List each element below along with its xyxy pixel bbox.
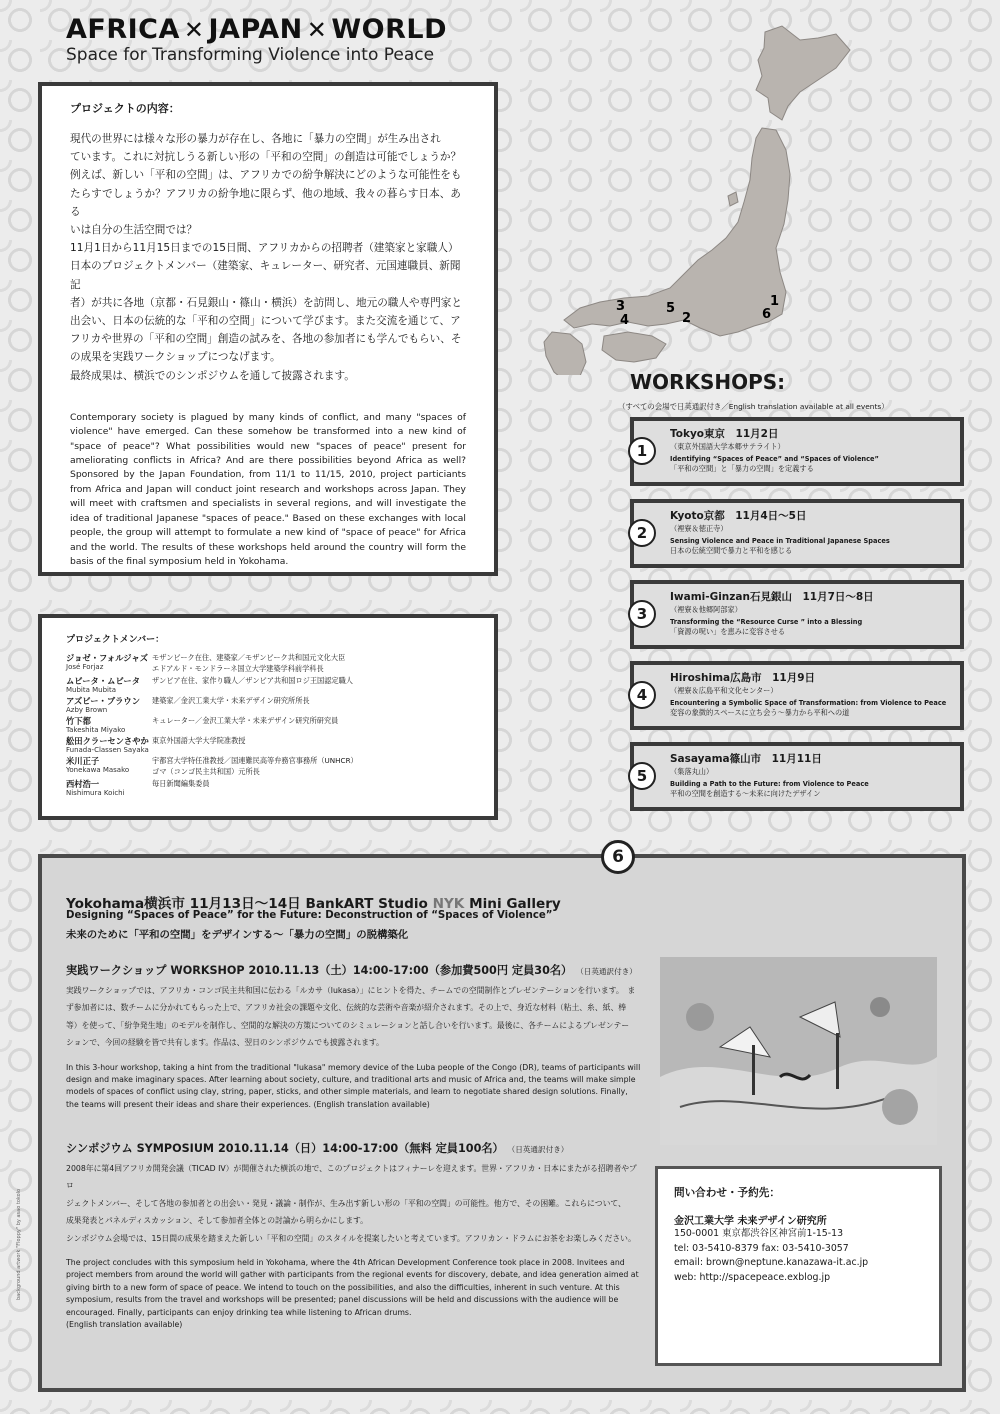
- member-role: 東京外国語大学大学院准教授: [152, 736, 246, 745]
- contact-website[interactable]: web: http://spacepeace.exblog.jp: [674, 1271, 831, 1283]
- ja-line: いは自分の生活空間では？: [70, 224, 198, 237]
- map-honshu: [564, 128, 790, 336]
- ja-line: 出会い、日本の伝統的な「平和の空間」について学びます。また交流を通じて、ア: [70, 315, 461, 328]
- member-role: キュレーター／金沢工業大学・未来デザイン研究所研究員: [152, 716, 339, 725]
- page-title: [66, 14, 447, 45]
- workshop-section-title: 実践ワークショップ WORKSHOP 2010.11.13（土）14:00-17:00（参加費500円 定員30名）: [66, 964, 573, 977]
- member-roman-name: Takeshita Miyako: [66, 726, 126, 734]
- ja-line: たらすでしょうか？アフリカの紛争地に限らず、他の地域、我々の暮らす日本、ある: [70, 187, 461, 218]
- yokohama-theme-ja: 未来のために「平和の空間」をデザインする～「暴力の空間」の脱構築化: [66, 929, 409, 941]
- contact-address: 150-0001 東京都渋谷区神宮前1-15-13: [674, 1228, 844, 1239]
- page-header: [66, 14, 447, 65]
- workshop-card-kyoto: [630, 499, 964, 568]
- ja-line: 等）を使って、「紛争発生地」のモデルを制作し、空間的な解決の方策についてのシミュレーションと話し合いを行います。最後に、各チームによるプレゼンテー: [66, 1020, 630, 1030]
- project-description-ja: [70, 130, 466, 385]
- yokohama-heading-nyk: NYK: [432, 896, 465, 912]
- workshop-section-note: （日英通訳付き）: [576, 967, 637, 976]
- map-label-3: 3: [616, 299, 626, 314]
- member-name: 竹下都: [66, 716, 91, 726]
- member-roman-name: José Forjaz: [66, 663, 104, 671]
- map-sado-island: [728, 192, 738, 206]
- photo-illustration: [660, 957, 937, 1145]
- workshop-card-hiroshima: [630, 661, 964, 730]
- member-row: [66, 756, 470, 777]
- workshop-theme-ja: 平和の空間を創造する～未来に向けたデザイン: [670, 789, 821, 798]
- members-heading: プロジェクトメンバー：: [66, 635, 165, 645]
- map-label-5: 5: [666, 301, 676, 316]
- workshop-theme-en: Transforming the “Resource Curse ” into a Blessing: [670, 618, 863, 626]
- workshop-theme-ja: 日本の伝統空間で暴力と平和を感じる: [670, 546, 793, 555]
- member-name: 米川正子: [66, 756, 100, 766]
- member-name: 西村浩一: [66, 779, 100, 789]
- workshop-venue: （裡寮＆広島平和文化センター）: [670, 686, 778, 695]
- workshop-venue: （裡寮＆徳正寺）: [670, 524, 728, 533]
- ja-line: 実践ワークショップでは、アフリカ・コンゴ民主共和国に伝わる「ルカサ（lukasa）」にヒントを得た、チームでの空間制作とプレゼンテーションを行います。 ま: [66, 986, 636, 995]
- member-row: [66, 736, 470, 754]
- workshop-number-badge: 3: [628, 600, 656, 628]
- ja-line: ジェクトメンバー、そして各地の参加者との出会い・発見・議論・制作が、生み出す新しい形の「平和の空間」の可能性。他方で、その困難。これらについて、: [66, 1198, 626, 1208]
- member-row: [66, 696, 470, 714]
- project-description-en: Contemporary society is plagued by many kinds of conflict, and many "spaces of violence" have emerged. Can these somehow be transformed into a new kind of "space of peace"? What possibilities would new "spaces of peace" present for ameliorating conflicts in Africa? And are there possibilities beyond Africa as well? Sponsored by the Japan Foundation, from 11/1 to 11/15, 2010, project particiants from Africa and Japan will conduct joint research and workshops across Japan. They will meet with craftsmen and specialists in several regions, and will investigate the idea of traditional Japanese "spaces of peace." Based on these exchanges with local people, the group will attempt to formulate a new kind of "space of peace" for Africa and the world. The results of these workshops held around the country will form the basis of the final symposium held in Yokohama.: [70, 411, 466, 567]
- workshop-number-badge: 2: [628, 519, 656, 547]
- yokohama-theme-en: Designing “Spaces of Peace” for the Future: Deconstruction of “Spaces of Violence”: [66, 910, 553, 921]
- yokohama-heading-tail: Mini Gallery: [464, 896, 561, 912]
- member-name: ムビータ・ムビータ: [66, 676, 141, 686]
- member-row: [66, 676, 470, 694]
- workshop-theme-en: Building a Path to the Future: from Violence to Peace: [670, 780, 869, 788]
- ja-line: 者）が共に各地（京都・石見銀山・篠山・横浜）を訪問し、地元の職人や専門家と: [70, 296, 462, 309]
- workshop-model-photo: [660, 957, 937, 1145]
- workshops-title: WORKSHOPS:: [630, 370, 786, 394]
- member-row: [66, 716, 470, 734]
- member-role: ザンビア在住、家作り職人／ザンビア共和国ロジ王国認定職人: [152, 676, 353, 685]
- title-africa: AFRICA: [66, 14, 180, 45]
- symposium-section-note: （日英通訳付き）: [507, 1145, 569, 1154]
- workshop-number-badge: 1: [628, 437, 656, 465]
- workshop-description-en: In this 3-hour workshop, taking a hint from the traditional "lukasa" memory device of the Luba people of the Congo (DR), teams of participants will design and make imaginary spaces. After learning about society, culture, and traditional arts and music of Africa and, the teams will make simple models of spaces of conflict using clay, string, paper, sticks, and other simple materials, and learn to negotiate shared design solutions. Finally, the teams will present their ideas and share their experiences. (English translation available): [66, 1062, 641, 1109]
- ja-line: 現代の世界には様々な形の暴力が存在し、各地に「暴力の空間」が生み出され: [70, 133, 441, 145]
- workshop-theme-en: Sensing Violence and Peace in Traditional Japanese Spaces: [670, 537, 890, 545]
- member-row: [66, 779, 470, 797]
- map-label-4: 4: [620, 313, 630, 328]
- member-role: エドアルド・モンドラーネ国立大学建築学科前学科長: [152, 663, 324, 673]
- symposium-section-heading: [66, 1140, 568, 1156]
- member-roman-name: Mubita Mubita: [66, 686, 117, 694]
- map-shikoku: [602, 332, 666, 362]
- workshop-venue: （集落丸山）: [670, 767, 714, 776]
- contact-email[interactable]: email: brown@neptune.kanazawa-it.ac.jp: [674, 1257, 869, 1268]
- workshop-number-badge: 4: [628, 681, 656, 709]
- yokohama-heading: [66, 892, 561, 912]
- map-label-6: 6: [762, 307, 772, 322]
- workshop-card-sasayama: [630, 742, 964, 811]
- ja-line: ず参加者には、数チームに分かれてもらった上で、アフリカ社会の課題や文化、伝統的な芸術や音楽が紹介されます。その上で、身近な材料（粘土、糸、紙、棒: [66, 1003, 627, 1013]
- project-members-box: [38, 614, 498, 820]
- workshop-heading: Tokyo東京 11月2日: [670, 428, 779, 440]
- symposium-description-ja: [66, 1160, 641, 1247]
- member-role: ゴマ（コンゴ民主共和国）元所長: [152, 766, 260, 776]
- member-roman-name: Azby Brown: [66, 706, 108, 714]
- symposium-description: [66, 1160, 641, 1331]
- workshop-theme-en: Identifying “Spaces of Peace” and “Spaces of Violence”: [670, 455, 879, 463]
- project-description-heading: プロジェクトの内容：: [70, 102, 180, 115]
- ja-line: 最終成果は、横浜でのシンポジウムを通して披露されます。: [70, 369, 355, 382]
- page-subtitle: Space for Transforming Violence into Peace: [66, 45, 435, 65]
- ja-line: ションで、今回の経験を皆で共有します。作品は、翌日のシンポジウムでも披露されます。: [66, 1038, 384, 1048]
- ja-line: 11月1日から11月15日までの15日間、アフリカからの招聘者（建築家と家職人）: [70, 242, 459, 255]
- map-label-1: 1: [770, 294, 780, 309]
- ja-line: 成果発表とパネルディスカッション、そして参加者全体との討論から明らかにします。: [66, 1216, 368, 1226]
- map-label-2: 2: [682, 311, 692, 326]
- workshop-theme-ja: 変容の象徴的スペースに立ち会う～暴力から平和への道: [670, 708, 850, 717]
- ja-line: の成果を実践ワークショップにつなげます。: [70, 351, 281, 364]
- workshop-venue: （東京外国語大学本郷サテライト）: [670, 442, 785, 451]
- workshop-card-iwami-ginzan: [630, 580, 964, 649]
- background-artwork-credit: background artwork "Floppy" by asao tokolo: [16, 1188, 22, 1300]
- workshop-number-badge: 5: [628, 762, 656, 790]
- yokohama-heading-main: Yokohama横浜市 11月13日～14日 BankART Studio: [66, 896, 433, 912]
- workshop-heading: Sasayama篠山市 11月11日: [670, 753, 822, 765]
- workshop-description: [66, 982, 641, 1111]
- title-japan: JAPAN: [208, 14, 303, 45]
- member-role: 宇都宮大学特任准教授／国連難民高等弁務官事務所（UNHCR）: [152, 756, 358, 765]
- workshop-heading: Iwami-Ginzan石見銀山 11月7日～8日: [670, 591, 874, 603]
- member-name: 舩田クラーセンさやか: [66, 736, 149, 746]
- ja-line: 例えば、新しい「平和の空間」は、アフリカでの紛争解決にどのような可能性をも: [70, 169, 462, 182]
- member-role: 建築家／金沢工業大学・未来デザイン研究所所長: [152, 696, 310, 705]
- map-kyushu: [544, 332, 586, 375]
- workshop-theme-ja: 「資源の呪い」を恵みに変容させる: [670, 627, 786, 636]
- workshop-card-tokyo: [630, 417, 964, 486]
- title-world: WORLD: [331, 14, 448, 45]
- project-description-box: [38, 82, 498, 576]
- ja-line: ています。これに対抗しうる新しい形の「平和の空間」の創造は可能でしょうか？: [70, 151, 462, 164]
- title-separator: ✕: [183, 16, 205, 44]
- member-name: アズビー・ブラウン: [66, 696, 141, 706]
- map-hokkaido: [756, 26, 850, 120]
- member-roman-name: Yonekawa Masako: [66, 766, 130, 774]
- member-roman-name: Nishimura Koichi: [66, 789, 125, 797]
- ja-line: フリカや世界の「平和の空間」創造の試みを、各地の参加者にも学んでもらい、そ: [70, 333, 462, 346]
- member-name: ジョゼ・フォルジャズ: [66, 653, 149, 663]
- ja-line: 日本のプロジェクトメンバー（建築家、キュレーター、研究者、元国連職員、新聞記: [70, 260, 461, 291]
- member-role: 毎日新聞編集委員: [152, 779, 210, 788]
- member-roman-name: Funada-Classen Sayaka: [66, 746, 149, 754]
- contact-heading: 問い合わせ・予約先：: [674, 1187, 780, 1199]
- ja-line: 2008年に第4回アフリカ開発会議（TICAD IV）が開催された横浜の地で、このプロジェクトはフィナーレを迎えます。世界・アフリカ・日本にまたがる招聘者やプロ: [66, 1164, 637, 1191]
- contact-phone-fax: tel: 03-5410-8379 fax: 03-5410-3057: [674, 1242, 849, 1254]
- workshop-description-ja: [66, 982, 641, 1052]
- workshop-heading: Hiroshima広島市 11月9日: [670, 672, 816, 684]
- workshops-translation-note: （すべての会場で日英通訳付き／English translation available at all events）: [618, 402, 889, 411]
- workshop-venue: （裡寮＆他郷阿部家）: [670, 605, 742, 614]
- symposium-section-title: シンポジウム SYMPOSIUM 2010.11.14（日）14:00-17:00（無料 定員100名）: [66, 1142, 504, 1155]
- ja-line: シンポジウム会場では、15日間の成果を踏まえた新しい「平和の空間」のスタイルを提案したいと考えています。アフリカン・ドラムにお茶をお楽しみください。: [66, 1233, 636, 1243]
- workshop-theme-en: Encountering a Symbolic Space of Transformation: from Violence to Peace: [670, 699, 947, 707]
- symposium-translation-note: (English translation available): [66, 1320, 183, 1330]
- contact-box: [655, 1166, 942, 1366]
- symposium-description-en: The project concludes with this symposium held in Yokohama, where the 4th African Development Conference took place in 2008. Invitees and project members from around the world will gather with participants from the regional events for discovery, debate, and idea generation aimed at giving birth to a new form of space of peace. We intend to touch on the possibilities, and also the difficulties, inherent in such venture. At this symposium, results from the travel and workshops will be presented; panel discussions will be held and discussions with the audience will be encouraged. Finally, participants can enjoy drinking tea while listening to African drums.: [66, 1258, 639, 1317]
- japan-map: [500, 10, 860, 375]
- workshop-section-heading: [66, 962, 637, 978]
- title-separator: ✕: [306, 16, 328, 44]
- contact-organization: 金沢工業大学 未来デザイン研究所: [674, 1216, 827, 1227]
- member-row: [66, 653, 470, 674]
- member-role: モザンビーク在住、建築家／モザンビーク共和国元文化大臣: [152, 653, 346, 662]
- workshop-theme-ja: 「平和の空間」と「暴力の空間」を定義する: [670, 464, 814, 473]
- workshop-number-badge-6: 6: [601, 840, 635, 874]
- workshop-heading: Kyoto京都 11月4日～5日: [670, 510, 807, 522]
